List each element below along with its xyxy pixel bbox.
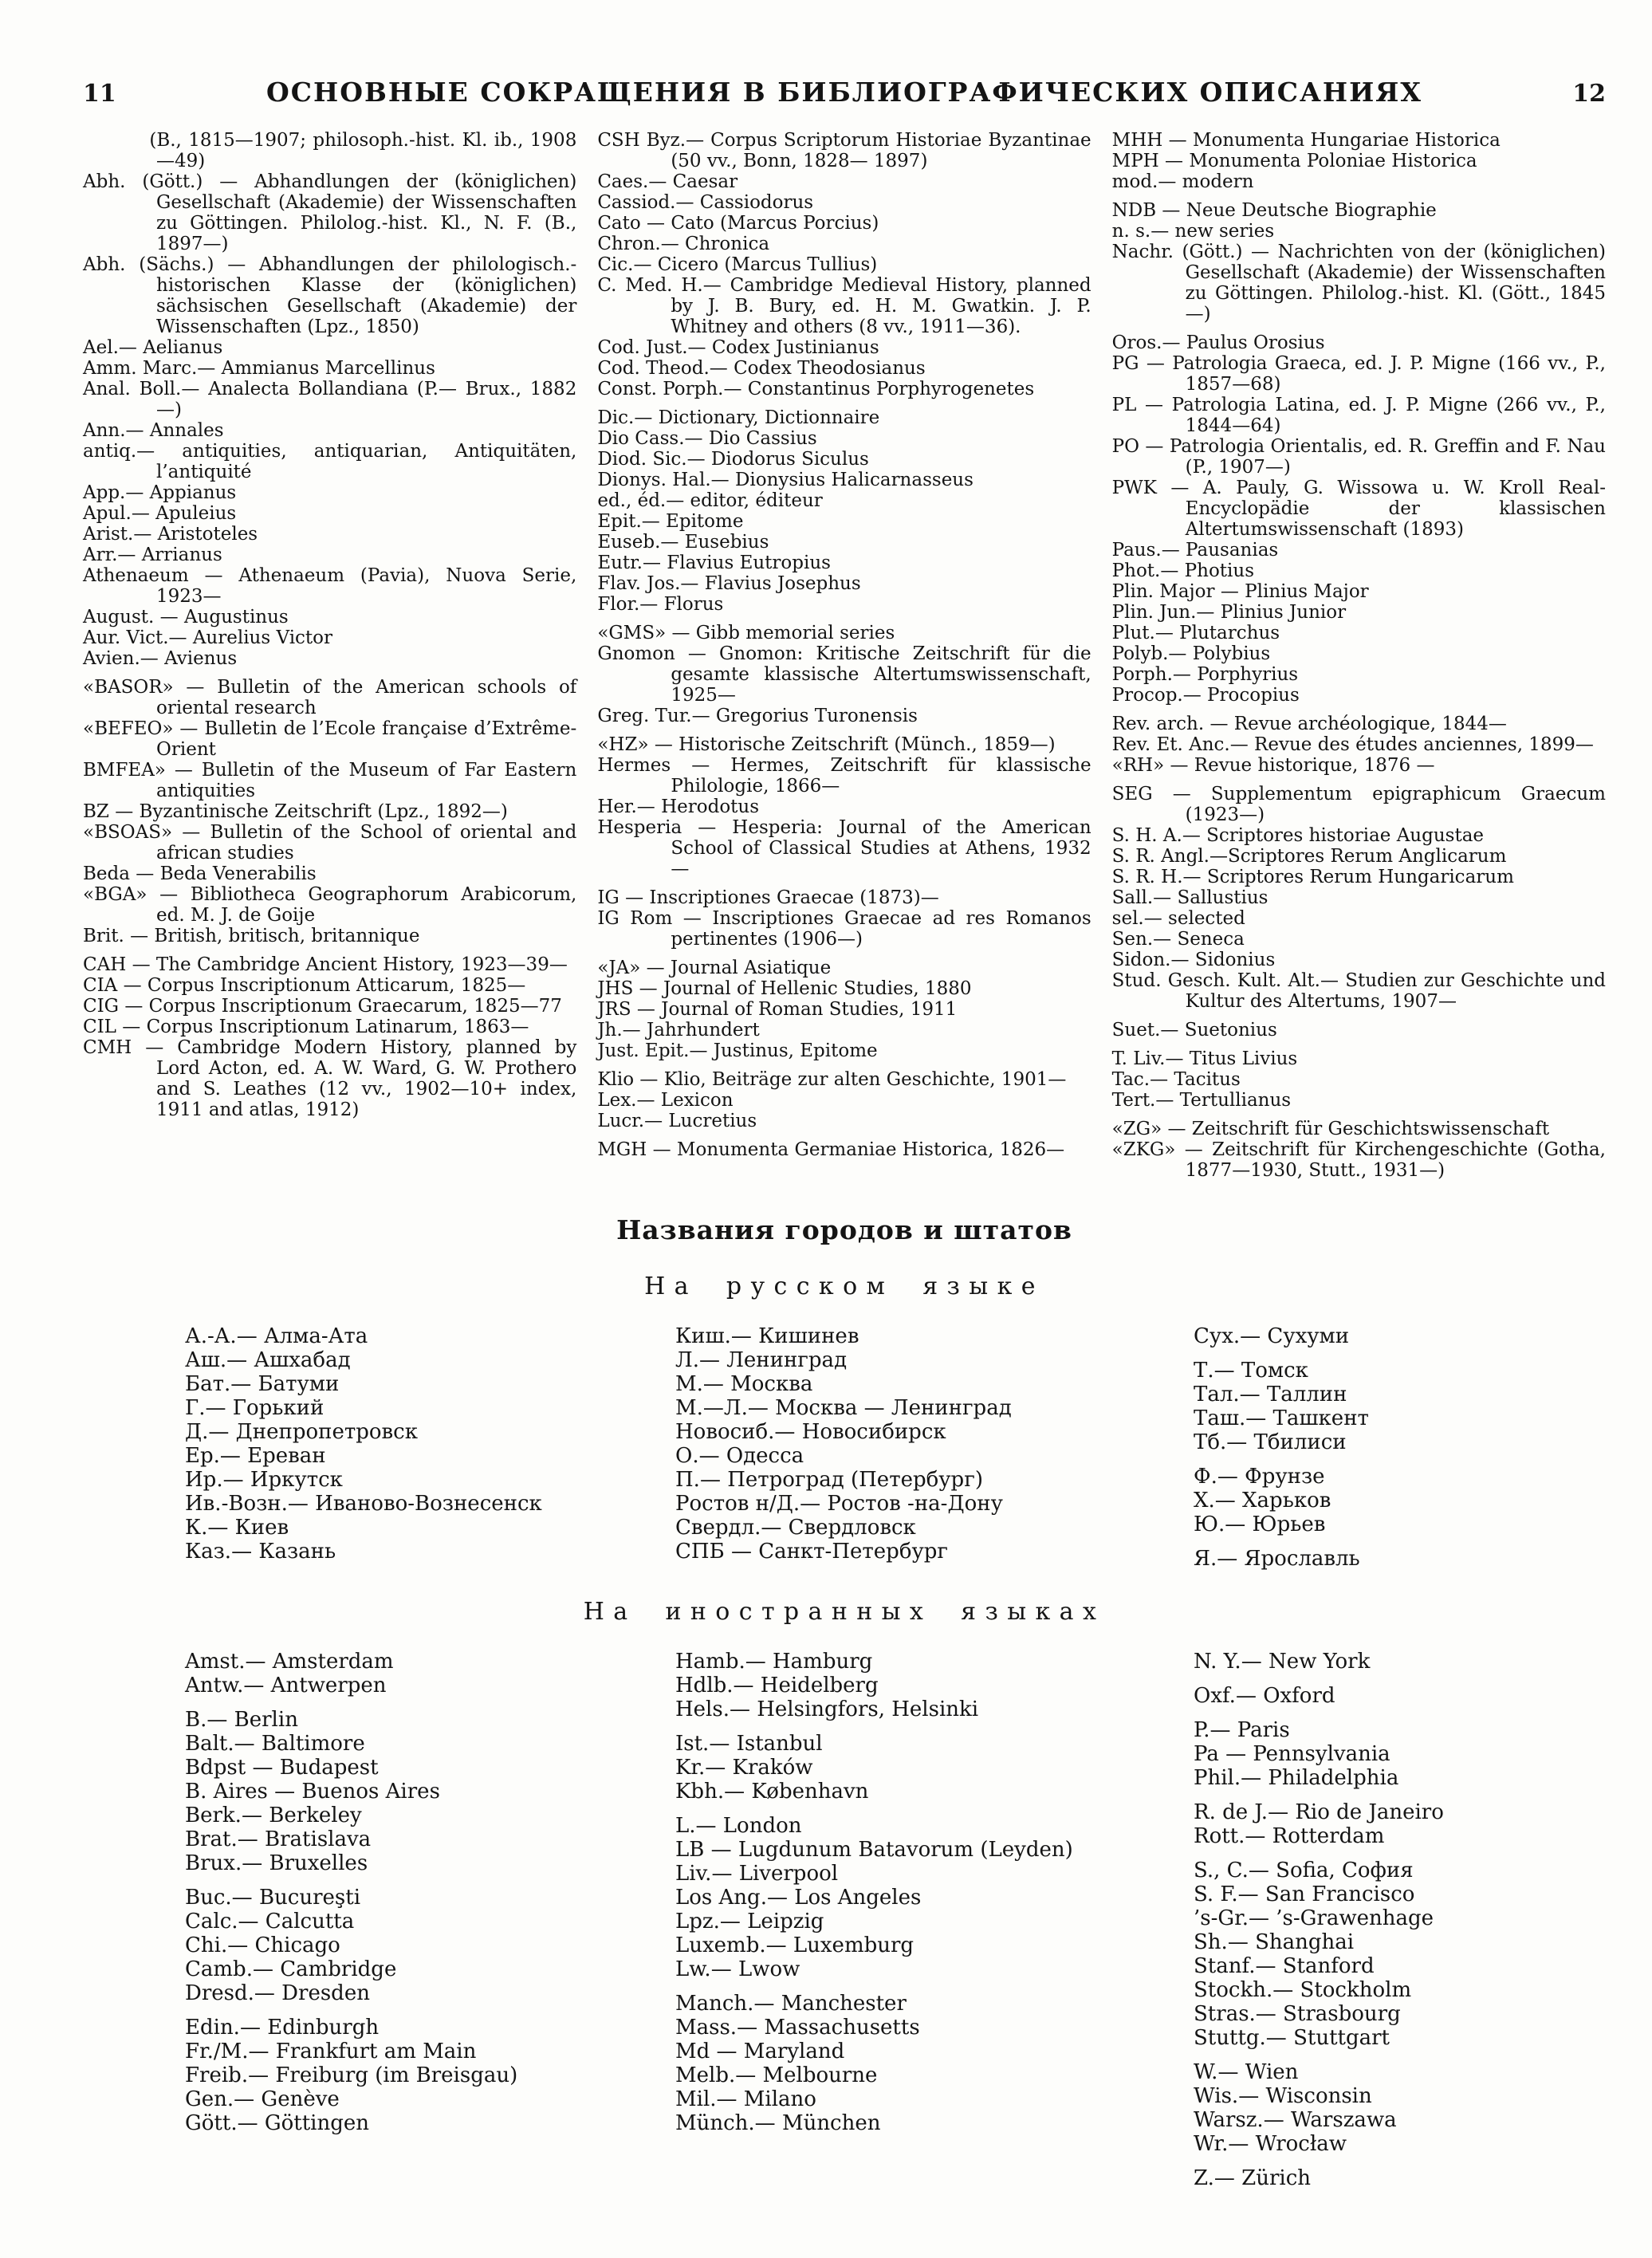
dictionary-entry: А.-А.— Алма-Ата <box>185 1324 368 1348</box>
dictionary-entry: Lucr.— Lucretius <box>597 1111 757 1131</box>
dictionary-entry: Nachr. (Gött.) — Nachrichten von der (königlichen) Gesellschaft (Akademie) der Wissenschaften zu Göttingen. Philolog.-hist. Kl. (Gött., 1845—) <box>1111 242 1606 325</box>
dictionary-entry: CAH — The Cambridge Ancient History, 1923—39— <box>83 954 568 975</box>
dictionary-entry: Balt.— Baltimore <box>185 1732 365 1756</box>
dictionary-entry: ed., éd.— editor, éditeur <box>597 490 823 511</box>
dictionary-entry: М.—Л.— Москва — Ленинград <box>675 1396 1012 1420</box>
dictionary-entry: Arr.— Arrianus <box>83 545 222 565</box>
dictionary-entry: Kr.— Kraków <box>675 1756 813 1780</box>
running-head <box>83 77 1606 108</box>
dictionary-entry: NDB — Neue Deutsche Biographie <box>1111 200 1437 221</box>
dictionary-entry: sel.— selected <box>1111 908 1245 929</box>
dictionary-entry: Сух.— Сухуми <box>1194 1324 1350 1348</box>
dictionary-entry: Brat.— Bratislava <box>185 1827 372 1851</box>
dictionary-entry: Liv.— Liverpool <box>675 1862 839 1886</box>
entry-group <box>185 1886 675 2005</box>
dictionary-entry: R. de J.— Rio de Janeiro <box>1194 1800 1444 1824</box>
entry-group <box>1194 1800 1606 1848</box>
dictionary-entry: Procop.— Procopius <box>1111 685 1300 706</box>
dictionary-entry: Beda — Beda Venerabilis <box>83 863 317 884</box>
russian-language-heading: На русском языке <box>644 1273 1044 1300</box>
dictionary-entry: Hermes — Hermes, Zeitschrift für klassische Philologie, 1866— <box>597 755 1092 797</box>
entry-group <box>1112 714 1606 776</box>
dictionary-entry: СПБ — Санкт-Петербург <box>675 1540 949 1564</box>
dictionary-entry: MPH — Monumenta Poloniae Historica <box>1111 151 1477 171</box>
dictionary-entry: «HZ» — Historische Zeitschrift (Münch., 1859—) <box>597 734 1056 755</box>
entry-group <box>185 2016 675 2135</box>
entry-group <box>1112 1048 1606 1111</box>
dictionary-entry: Бат.— Батуми <box>185 1372 340 1396</box>
dictionary-entry: PL — Patrologia Latina, ed. J. P. Migne (266 vv., P., 1844—64) <box>1111 395 1606 436</box>
entry-group <box>1112 784 1606 1012</box>
entry-group <box>1194 1718 1606 1790</box>
dictionary-entry: JHS — Journal of Hellenic Studies, 1880 <box>597 978 972 999</box>
dictionary-entry: P.— Paris <box>1194 1718 1290 1742</box>
dictionary-entry: Chi.— Chicago <box>185 1933 340 1957</box>
dictionary-entry: BZ — Byzantinische Zeitschrift (Lpz., 1892—) <box>83 801 508 822</box>
dictionary-entry: Porph.— Porphyrius <box>1111 664 1299 685</box>
dictionary-entry: Л.— Ленинград <box>675 1348 848 1372</box>
entry-group <box>675 1324 1194 1564</box>
dictionary-entry: IG — Inscriptiones Graecae (1873)— <box>597 887 939 908</box>
dictionary-entry: antiq.— antiquities, antiquarian, Antiquitäten, l’antiquité <box>83 441 577 482</box>
dictionary-entry: Klio — Klio, Beiträge zur alten Geschichte, 1901— <box>597 1069 1067 1090</box>
dictionary-entry: Fr./M.— Frankfurt am Main <box>185 2040 477 2063</box>
dictionary-entry: Stud. Gesch. Kult. Alt.— Studien zur Geschichte und Kultur des Altertums, 1907— <box>1111 970 1606 1012</box>
dictionary-entry: Greg. Tur.— Gregorius Turonensis <box>597 706 918 726</box>
dictionary-entry: Ростов н/Д.— Ростов -на-Дону <box>675 1492 1003 1516</box>
entry-group <box>83 130 576 669</box>
dictionary-entry: (B., 1815—1907; philosoph.-hist. Kl. ib., 1908—49) <box>83 130 577 171</box>
entry-group <box>597 887 1091 950</box>
dictionary-entry: Gnomon — Gnomon: Kritische Zeitschrift für die gesamte klassische Altertumswissenschaft, 1925— <box>597 643 1092 706</box>
dictionary-entry: Aur. Vict.— Aurelius Victor <box>83 627 333 648</box>
entry-group <box>1112 130 1606 192</box>
dictionary-entry: August. — Augustinus <box>83 607 289 627</box>
dictionary-entry: Stuttg.— Stuttgart <box>1194 2026 1390 2050</box>
dictionary-entry: Calc.— Calcutta <box>185 1910 355 1933</box>
dictionary-entry: «ZKG» — Zeitschrift für Kirchengeschichte (Gotha, 1877—1930, Stutt., 1931—) <box>1111 1139 1606 1181</box>
dictionary-entry: PO — Patrologia Orientalis, ed. R. Greffin and F. Nau (P., 1907—) <box>1111 436 1606 478</box>
dictionary-entry: Eutr.— Flavius Eutropius <box>597 553 831 573</box>
page-number-right: 12 <box>1572 80 1606 108</box>
dictionary-entry: Münch.— München <box>675 2111 881 2135</box>
dictionary-entry: Tert.— Tertullianus <box>1111 1090 1292 1111</box>
dictionary-entry: Тал.— Таллин <box>1194 1383 1347 1406</box>
dictionary-entry: Cato — Cato (Marcus Porcius) <box>597 213 879 234</box>
dictionary-entry: Bdpst — Budapest <box>185 1756 379 1780</box>
dictionary-entry: Camb.— Cambridge <box>185 1957 397 1981</box>
entry-group <box>675 1732 1194 1804</box>
dictionary-entry: Cassiod.— Cassiodorus <box>597 192 814 213</box>
dictionary-entry: Athenaeum — Athenaeum (Pavia), Nuova Serie, 1923— <box>83 565 577 607</box>
dictionary-entry: T. Liv.— Titus Livius <box>1111 1048 1298 1069</box>
dictionary-entry: Stras.— Strasbourg <box>1194 2002 1401 2026</box>
dictionary-entry: S. R. H.— Scriptores Rerum Hungaricarum <box>1111 867 1514 887</box>
dictionary-entry: Phot.— Photius <box>1111 561 1255 581</box>
russian-cities-column-3 <box>1194 1324 1606 1571</box>
dictionary-entry: S., C.— Sofia, София <box>1194 1859 1414 1882</box>
entry-group <box>597 623 1091 726</box>
dictionary-entry: Gen.— Genève <box>185 2087 340 2111</box>
dictionary-entry: Lex.— Lexicon <box>597 1090 734 1111</box>
dictionary-entry: Stockh.— Stockholm <box>1194 1978 1412 2002</box>
dictionary-entry: Flav. Jos.— Flavius Josephus <box>597 573 861 594</box>
dictionary-entry: П.— Петроград (Петербург) <box>675 1468 983 1492</box>
entry-group <box>597 1069 1091 1131</box>
entry-group <box>1112 200 1606 325</box>
dictionary-entry: Ael.— Aelianus <box>83 337 223 358</box>
dictionary-entry: Киш.— Кишинев <box>675 1324 859 1348</box>
dictionary-entry: Amm. Marc.— Ammianus Marcellinus <box>83 358 435 379</box>
cities-section-title: Названия городов и штатов <box>616 1214 1072 1245</box>
entry-group <box>597 407 1091 615</box>
dictionary-entry: М.— Москва <box>675 1372 813 1396</box>
dictionary-entry: Wr.— Wrocław <box>1194 2132 1347 2156</box>
dictionary-entry: Brit. — British, britisch, britannique <box>83 926 420 946</box>
dictionary-entry: S. F.— San Francisco <box>1194 1882 1415 1906</box>
dictionary-entry: Anal. Boll.— Analecta Bollandiana (P.— Brux., 1882—) <box>83 379 577 420</box>
dictionary-entry: Hesperia — Hesperia: Journal of the American School of Classical Studies at Athens, 1932— <box>597 817 1092 879</box>
russian-cities-column-2 <box>675 1324 1194 1571</box>
entry-group <box>675 1992 1194 2135</box>
dictionary-entry: CIG — Corpus Inscriptionum Graecarum, 1825—77 <box>83 996 562 1017</box>
dictionary-entry: Phil.— Philadelphia <box>1194 1766 1399 1790</box>
entry-group <box>1194 2060 1606 2156</box>
entry-group <box>597 734 1091 879</box>
dictionary-entry: Md — Maryland <box>675 2040 845 2063</box>
dictionary-entry: Kbh.— København <box>675 1780 869 1804</box>
dictionary-entry: «JA» — Journal Asiatique <box>597 958 832 978</box>
dictionary-entry: Ist.— Istanbul <box>675 1732 823 1756</box>
entry-group <box>597 1139 1091 1160</box>
entry-group <box>1194 2166 1606 2190</box>
foreign-cities-column-2 <box>675 1650 1194 2190</box>
entry-group <box>675 1814 1194 1981</box>
dictionary-entry: Т.— Томск <box>1194 1359 1308 1383</box>
dictionary-entry: Lpz.— Leipzig <box>675 1910 824 1933</box>
dictionary-entry: Manch.— Manchester <box>675 1992 907 2016</box>
dictionary-entry: Dresd.— Dresden <box>185 1981 370 2005</box>
abbreviations-column-2 <box>597 130 1091 1181</box>
page-title: ОСНОВНЫЕ СОКРАЩЕНИЯ В БИБЛИОГРАФИЧЕСКИХ ОПИСАНИЯХ <box>266 77 1422 108</box>
dictionary-entry: S. R. Angl.—Scriptores Rerum Anglicarum <box>1111 846 1507 867</box>
dictionary-entry: Abh. (Sächs.) — Abhandlungen der philologisch.-historischen Klasse der (königlichen) sächsischen Gesellschaft (Akademie) der Wissenschaften (Lpz., 1850) <box>83 254 577 337</box>
entry-group <box>1112 332 1606 706</box>
entry-group <box>597 958 1091 1061</box>
entry-group <box>1194 1547 1606 1571</box>
dictionary-entry: Аш.— Ашхабад <box>185 1348 351 1372</box>
dictionary-entry: «BASOR» — Bulletin of the American schools of oriental research <box>83 677 577 718</box>
dictionary-entry: Const. Porph.— Constantinus Porphyrogenetes <box>597 379 1035 399</box>
dictionary-entry: «GMS» — Gibb memorial series <box>597 623 895 643</box>
dictionary-entry: mod.— modern <box>1111 171 1254 192</box>
entry-group <box>185 1324 675 1564</box>
dictionary-entry: Rott.— Rotterdam <box>1194 1824 1385 1848</box>
dictionary-entry: Los Ang.— Los Angeles <box>675 1886 922 1910</box>
dictionary-entry: Edin.— Edinburgh <box>185 2016 380 2040</box>
dictionary-entry: S. H. A.— Scriptores historiae Augustae <box>1111 825 1485 846</box>
dictionary-entry: Brux.— Bruxelles <box>185 1851 368 1875</box>
dictionary-entry: Euseb.— Eusebius <box>597 532 769 553</box>
dictionary-entry: К.— Киев <box>185 1516 289 1540</box>
dictionary-entry: CIL — Corpus Inscriptionum Latinarum, 1863— <box>83 1017 529 1037</box>
entry-group <box>1194 1359 1606 1454</box>
dictionary-entry: C. Med. H.— Cambridge Medieval History, planned by J. B. Bury, ed. H. M. Gwatkin. J. P. Whitney and others (8 vv., 1911—36). <box>597 275 1092 337</box>
dictionary-entry: Ир.— Иркутск <box>185 1468 343 1492</box>
foreign-language-heading: На иностранных языках <box>583 1598 1106 1626</box>
dictionary-entry: Rev. arch. — Revue archéologique, 1844— <box>1111 714 1507 734</box>
entry-group <box>83 954 576 1120</box>
dictionary-entry: Antw.— Antwerpen <box>185 1674 387 1697</box>
dictionary-entry: Rev. Et. Anc.— Revue des études anciennes, 1899— <box>1111 734 1594 755</box>
dictionary-entry: Sall.— Sallustius <box>1111 887 1268 908</box>
dictionary-entry: Cod. Theod.— Codex Theodosianus <box>597 358 926 379</box>
dictionary-entry: Х.— Харьков <box>1194 1489 1331 1513</box>
dictionary-entry: SEG — Supplementum epigraphicum Graecum (1923—) <box>1111 784 1606 825</box>
dictionary-entry: Warsz.— Warszawa <box>1194 2108 1397 2132</box>
dictionary-entry: CIA — Corpus Inscriptionum Atticarum, 1825— <box>83 975 526 996</box>
dictionary-entry: Flor.— Florus <box>597 594 724 615</box>
dictionary-entry: Pa — Pennsylvania <box>1194 1742 1390 1766</box>
dictionary-entry: W.— Wien <box>1194 2060 1299 2084</box>
abbreviations-column-3 <box>1112 130 1606 1181</box>
dictionary-entry: Ер.— Ереван <box>185 1444 326 1468</box>
dictionary-entry: Stanf.— Stanford <box>1194 1954 1375 1978</box>
dictionary-entry: Hels.— Helsingfors, Helsinki <box>675 1697 979 1721</box>
entry-group <box>675 1650 1194 1721</box>
dictionary-entry: MHH — Monumenta Hungariae Historica <box>1111 130 1501 151</box>
dictionary-entry: Ю.— Юрьев <box>1194 1513 1326 1536</box>
abbreviations-column-1 <box>83 130 576 1181</box>
dictionary-entry: ’s-Gr.— ’s-Grawenhage <box>1194 1906 1434 1930</box>
entry-group <box>185 1650 675 1697</box>
dictionary-entry: Arist.— Aristoteles <box>83 524 258 545</box>
dictionary-entry: B. Aires — Buenos Aires <box>185 1780 440 1804</box>
dictionary-entry: Oros.— Paulus Orosius <box>1111 332 1325 353</box>
dictionary-entry: JRS — Journal of Roman Studies, 1911 <box>597 999 958 1020</box>
dictionary-entry: Я.— Ярославль <box>1194 1547 1360 1571</box>
dictionary-entry: Г.— Горький <box>185 1396 324 1420</box>
dictionary-entry: Z.— Zürich <box>1194 2166 1311 2190</box>
dictionary-entry: Cic.— Cicero (Marcus Tullius) <box>597 254 878 275</box>
dictionary-entry: «BSOAS» — Bulletin of the School of oriental and african studies <box>83 822 577 863</box>
dictionary-entry: Melb.— Melbourne <box>675 2063 878 2087</box>
dictionary-entry: «BEFEO» — Bulletin de l’Ecole française d’Extrême-Orient <box>83 718 577 760</box>
dictionary-entry: L.— London <box>675 1814 802 1838</box>
dictionary-entry: Epit.— Epitome <box>597 511 744 532</box>
dictionary-entry: Mass.— Massachusetts <box>675 2016 920 2040</box>
abbreviations-section <box>83 130 1606 1181</box>
dictionary-entry: «BGA» — Bibliotheca Geographorum Arabicorum, ed. M. J. de Goije <box>83 884 577 926</box>
dictionary-entry: Plut.— Plutarchus <box>1111 623 1280 643</box>
dictionary-entry: Ф.— Фрунзе <box>1194 1465 1325 1489</box>
dictionary-entry: Luxemb.— Luxemburg <box>675 1933 914 1957</box>
dictionary-entry: Lw.— Lwow <box>675 1957 800 1981</box>
dictionary-entry: B.— Berlin <box>185 1708 298 1732</box>
dictionary-entry: LB — Lugdunum Batavorum (Leyden) <box>675 1838 1073 1862</box>
foreign-cities-column-3 <box>1194 1650 1606 2190</box>
dictionary-entry: Oxf.— Oxford <box>1194 1684 1335 1708</box>
dictionary-entry: MGH — Monumenta Germaniae Historica, 1826— <box>597 1139 1065 1160</box>
entry-group <box>1194 1650 1606 1674</box>
dictionary-entry: Caes.— Caesar <box>597 171 738 192</box>
dictionary-entry: Ив.-Возн.— Иваново-Вознесенск <box>185 1492 542 1516</box>
dictionary-entry: Cod. Just.— Codex Justinianus <box>597 337 879 358</box>
dictionary-entry: CMH — Cambridge Modern History, planned by Lord Acton, ed. A. W. Ward, G. W. Prothero and S. Leathes (12 vv., 1902—10+ index, 1911 and atlas, 1912) <box>83 1037 577 1120</box>
dictionary-entry: Berk.— Berkeley <box>185 1804 362 1827</box>
dictionary-entry: Abh. (Gött.) — Abhandlungen der (königlichen) Gesellschaft (Akademie) der Wissenschaften zu Göttingen. Philolog.-hist. Kl., N. F. (B., 1897—) <box>83 171 577 254</box>
dictionary-entry: Apul.— Apuleius <box>83 503 237 524</box>
dictionary-entry: Chron.— Chronica <box>597 234 770 254</box>
dictionary-entry: Freib.— Freiburg (im Breisgau) <box>185 2063 518 2087</box>
dictionary-entry: Dio Cass.— Dio Cassius <box>597 428 817 449</box>
entry-group <box>185 1708 675 1875</box>
dictionary-entry: Sh.— Shanghai <box>1194 1930 1355 1954</box>
dictionary-entry: Amst.— Amsterdam <box>185 1650 394 1674</box>
dictionary-entry: n. s.— new series <box>1111 221 1275 242</box>
dictionary-entry: Gött.— Göttingen <box>185 2111 370 2135</box>
entry-group <box>1194 1859 1606 2050</box>
entry-group <box>1194 1465 1606 1536</box>
dictionary-entry: Wis.— Wisconsin <box>1194 2084 1372 2108</box>
dictionary-entry: Tac.— Tacitus <box>1111 1069 1241 1090</box>
dictionary-entry: Diod. Sic.— Diodorus Siculus <box>597 449 869 470</box>
dictionary-entry: N. Y.— New York <box>1194 1650 1371 1674</box>
dictionary-entry: «RH» — Revue historique, 1876 — <box>1111 755 1435 776</box>
dictionary-entry: Buc.— Bucureşti <box>185 1886 361 1910</box>
dictionary-entry: Her.— Herodotus <box>597 797 760 817</box>
russian-cities-section <box>83 1324 1606 1571</box>
dictionary-entry: Hdlb.— Heidelberg <box>675 1674 879 1697</box>
dictionary-entry: Ann.— Annales <box>83 420 224 441</box>
dictionary-entry: IG Rom — Inscriptiones Graecae ad res Romanos pertinentes (1906—) <box>597 908 1092 950</box>
dictionary-entry: Plin. Major — Plinius Major <box>1111 581 1369 602</box>
russian-cities-column-1 <box>185 1324 675 1571</box>
dictionary-entry: Новосиб.— Новосибирск <box>675 1420 946 1444</box>
dictionary-entry: О.— Одесса <box>675 1444 804 1468</box>
dictionary-entry: Тб.— Тбилиси <box>1194 1430 1347 1454</box>
dictionary-entry: BMFEA» — Bulletin of the Museum of Far Eastern antiquities <box>83 760 577 801</box>
dictionary-entry: Таш.— Ташкент <box>1194 1406 1369 1430</box>
entry-group <box>597 130 1091 399</box>
dictionary-entry: Avien.— Avienus <box>83 648 238 669</box>
dictionary-entry: Sidon.— Sidonius <box>1111 950 1276 970</box>
dictionary-entry: PWK — A. Pauly, G. Wissowa u. W. Kroll Real-Encyclopädie der klassischen Altertumswissenschaft (1893) <box>1111 478 1606 540</box>
dictionary-entry: Д.— Днепропетровск <box>185 1420 418 1444</box>
dictionary-entry: Mil.— Milano <box>675 2087 816 2111</box>
dictionary-entry: Sen.— Seneca <box>1111 929 1245 950</box>
dictionary-entry: Каз.— Казань <box>185 1540 336 1564</box>
dictionary-entry: Dionys. Hal.— Dionysius Halicarnasseus <box>597 470 974 490</box>
dictionary-entry: App.— Appianus <box>83 482 237 503</box>
dictionary-entry: Polyb.— Polybius <box>1111 643 1271 664</box>
page-number-left: 11 <box>83 80 116 108</box>
entry-group <box>1194 1324 1606 1348</box>
foreign-cities-column-1 <box>185 1650 675 2190</box>
dictionary-entry: Suet.— Suetonius <box>1111 1020 1277 1040</box>
dictionary-entry: Paus.— Pausanias <box>1111 540 1279 561</box>
entry-group <box>83 677 576 946</box>
entry-group <box>1194 1684 1606 1708</box>
entry-group <box>1112 1020 1606 1040</box>
dictionary-entry: Hamb.— Hamburg <box>675 1650 873 1674</box>
dictionary-entry: Dic.— Dictionary, Dictionnaire <box>597 407 880 428</box>
entry-group <box>1112 1119 1606 1181</box>
dictionary-entry: Plin. Jun.— Plinius Junior <box>1111 602 1347 623</box>
dictionary-entry: Свердл.— Свердловск <box>675 1516 916 1540</box>
foreign-cities-section <box>83 1650 1606 2190</box>
dictionary-entry: PG — Patrologia Graeca, ed. J. P. Migne (166 vv., P., 1857—68) <box>1111 353 1606 395</box>
dictionary-entry: «ZG» — Zeitschrift für Geschichtswissenschaft <box>1111 1119 1550 1139</box>
dictionary-entry: CSH Byz.— Corpus Scriptorum Historiae Byzantinae (50 vv., Bonn, 1828— 1897) <box>597 130 1092 171</box>
dictionary-entry: Just. Epit.— Justinus, Epitome <box>597 1040 878 1061</box>
dictionary-entry: Jh.— Jahrhundert <box>597 1020 760 1040</box>
